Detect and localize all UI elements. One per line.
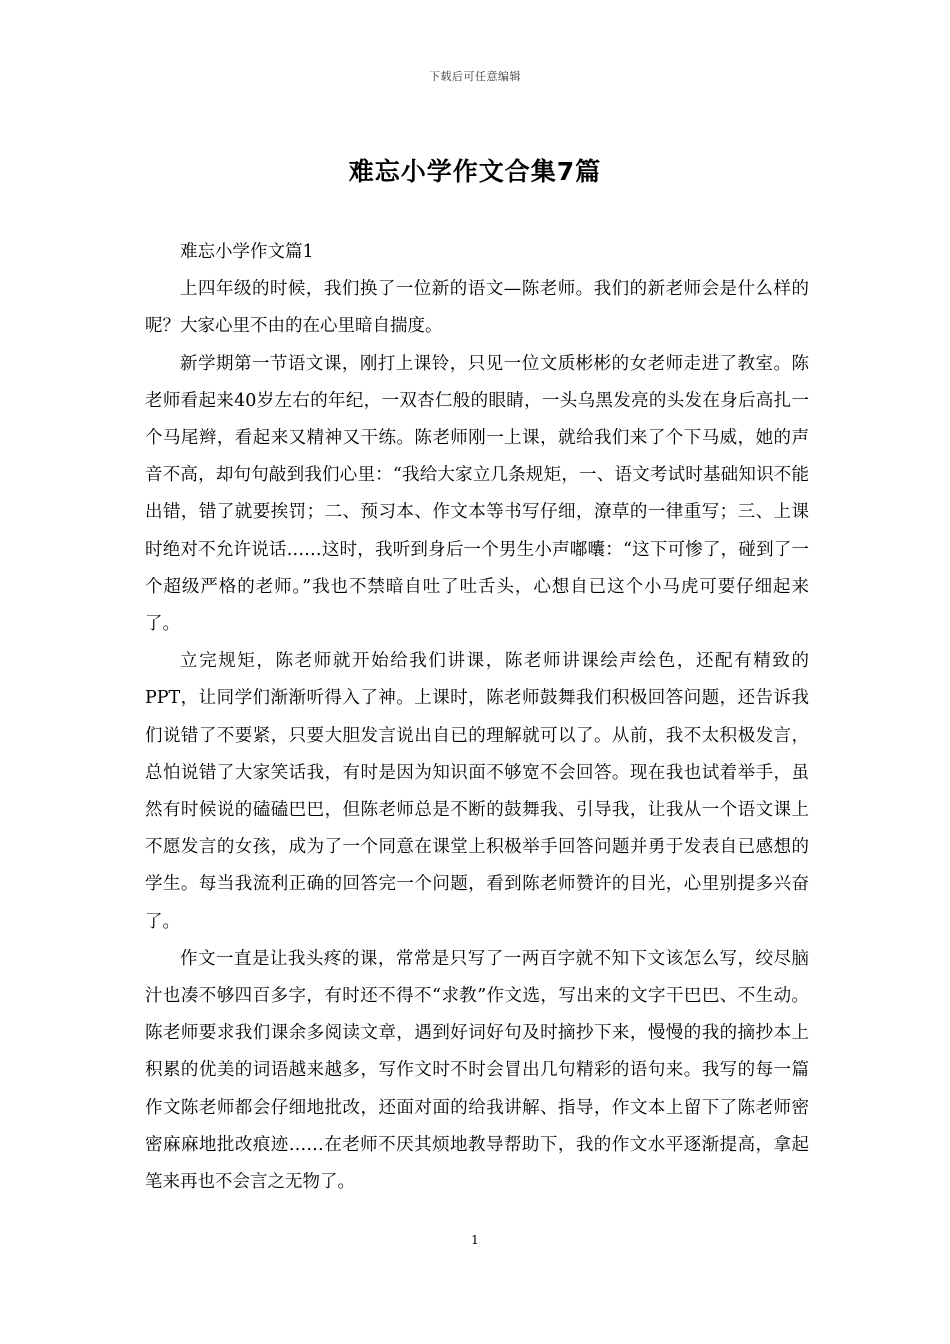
paragraph: 上四年级的时候，我们换了一位新的语文—陈老师。我们的新老师会是什么样的呢？大家心里不由的在心里暗自揣度。 bbox=[145, 279, 809, 337]
paragraph: 立完规矩，陈老师就开始给我们讲课，陈老师讲课绘声绘色，还配有精致的PPT，让同学们渐渐听得入了神。上课时，陈老师鼓舞我们积极回答问题，还告诉我们说错了不要紧，只要大胆发言说出自已的理解就可以了。从前，我不太积极发言，总怕说错了大家笑话我，有时是因为知识面不够宽不会回答。现在我也试着举手，虽然有时候说的磕磕巴巴，但陈老师总是不断的鼓舞我、引导我，让我从一个语文课上不愿发言的女孩，成为了一个同意在课堂上积极举手回答问题并勇于发表自已感想的学生。每当我流利正确的回答完一个问题，看到陈老师赞许的目光，心里别提多兴奋了。 bbox=[145, 651, 809, 932]
header-note: 下载后可任意编辑 bbox=[429, 70, 521, 83]
section-heading: 难忘小学作文篇1 bbox=[180, 242, 314, 262]
document-title: 难忘小学作文合集7篇 bbox=[348, 157, 602, 186]
paragraph: 新学期第一节语文课，刚打上课铃，只见一位文质彬彬的女老师走进了教室。陈老师看起来40岁左右的年纪，一双杏仁般的眼睛，一头乌黑发亮的头发在身后高扎一个马尾辫，看起来又精神又干练。陈老师刚一上课，就给我们来了个下马威，她的声音不高，却句句敲到我们心里：“我给大家立几条规矩，一、语文考试时基础知识不能出错，错了就要挨罚；二、预习本、作文本等书写仔细，潦草的一律重写；三、上课时绝对不允许说话……这时，我听到身后一个男生小声嘟囔：“这下可惨了，碰到了一个超级严格的老师。”我也不禁暗自吐了吐舌头，心想自已这个小马虎可要仔细起来了。 bbox=[145, 353, 809, 635]
document-body bbox=[145, 234, 809, 1201]
paragraph: 作文一直是让我头疼的课，常常是只写了一两百字就不知下文该怎么写，绞尽脑汁也凑不够四百多字，有时还不得不“求教”作文选，写出来的文字干巴巴、不生动。陈老师要求我们课余多阅读文章，遇到好词好句及时摘抄下来，慢慢的我的摘抄本上积累的优美的词语越来越多，写作文时不时会冒出几句精彩的语句来。我写的每一篇作文陈老师都会仔细地批改，还面对面的给我讲解、指导，作文本上留下了陈老师密密麻麻地批改痕迹……在老师不厌其烦地教导帮助下，我的作文水平逐渐提高，拿起笔来再也不会言之无物了。 bbox=[145, 948, 809, 1193]
page-number: 1 bbox=[471, 1233, 479, 1247]
